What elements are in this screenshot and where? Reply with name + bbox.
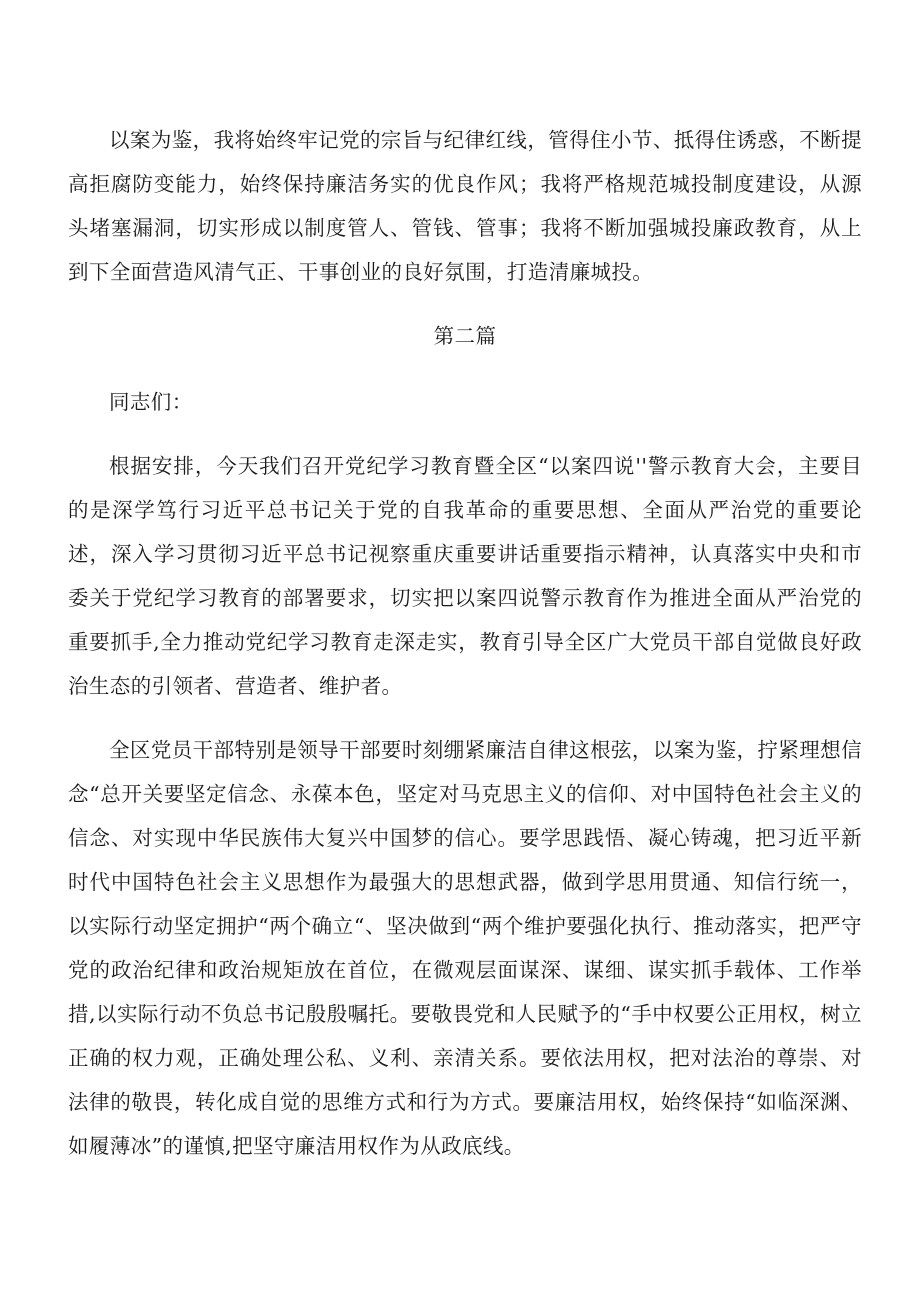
paragraph-3: 全区党员干部特别是领导干部要时刻绷紧廉洁自律这根弦，以案为鉴，拧紧理想信念“总开关要坚定信念、永葆本色，坚定对马克思主义的信仰、对中国特色社会主义的信念、对实现中华民族伟大复兴中国梦的信心。要学思践悟、凝心铸魂，把习近平新时代中国特色社会主义思想作为最强大的思想武器，做到学思用贯通、知信行统一，以实际行动坚定拥护“两个确立“、坚决做到“两个维护要强化执行、推动落实，把严守党的政治纪律和政治规矩放在首位，在微观层面谋深、谋细、谋实抓手载体、工作举措,以实际行动不负总书记殷殷嘱托。要敬畏党和人民赋予的“手中权要公正用权，树立正确的权力观，正确处理公私、义利、亲清关系。要依法用权，把对法治的尊崇、对法律的敬畏，转化成自觉的思维方式和行为方式。要廉洁用权，始终保持“如临深渊、如履薄冰”的谨慎,把坚守廉洁用权作为从政底线。: [68, 738, 862, 1158]
document-body: [68, 118, 862, 1190]
salutation: 同志们：: [109, 390, 193, 414]
section-title: 第二篇: [433, 324, 497, 348]
paragraph-1: 以案为鉴，我将始终牢记党的宗旨与纪律红线，管得住小节、抵得住诱惑，不断提高拒腐防变能力，始终保持廉洁务实的优良作风；我将严格规范城投制度建设，从源头堵塞漏洞，切实形成以制度管人、管钱、管事；我将不断加强城投廉政教育，从上到下全面营造风清气正、干事创业的良好氛围，打造清廉城投。: [68, 128, 862, 284]
paragraph-2: 根据安排，今天我们召开党纪学习教育暨全区“以案四说''警示教育大会，主要目的是深学笃行习近平总书记关于党的自我革命的重要思想、全面从严治党的重要论述，深入学习贯彻习近平总书记视察重庆重要讲话重要指示精神，认真落实中央和市委关于党纪学习教育的部署要求，切实把以案四说警示教育作为推进全面从严治党的重要抓手,全力推动党纪学习教育走深走实，教育引导全区广大党员干部自觉做良好政治生态的引领者、营造者、维护者。: [68, 454, 862, 698]
